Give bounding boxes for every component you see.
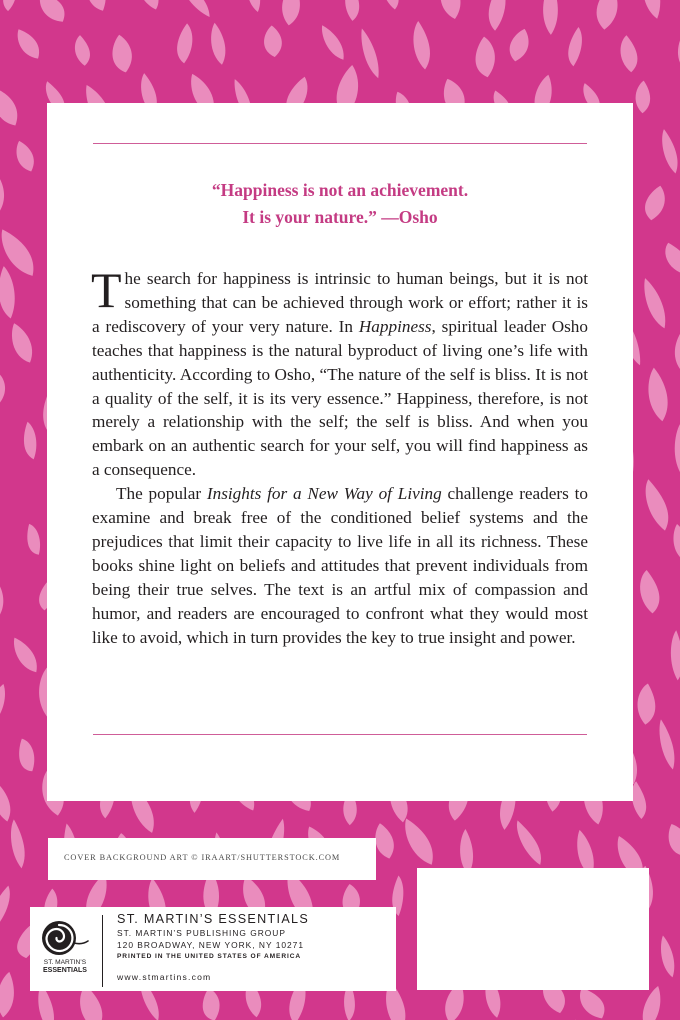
flame-shape-36 [173,23,196,64]
flame-shape-254 [635,683,658,726]
flame-shape-45 [620,35,639,73]
publisher-name: ST. MARTIN’S ESSENTIALS [117,912,310,926]
flame-shape-49 [0,85,24,130]
quote-line-1: “Happiness is not an achievement. [211,180,469,200]
flame-shape-225 [7,634,42,676]
p1-text-a: he search for happiness is intrinsic to human beings, but it is not something that can be achieved through work or effort; rather it is a rediscovery of your very nature. In [92,269,588,336]
flame-shape-78 [658,128,680,175]
flame-shape-222 [639,569,660,613]
bottom-rule [93,734,587,735]
publisher-url[interactable]: www.stmartins.com [117,972,212,982]
barcode-area [417,868,649,990]
flame-shape-302 [661,821,680,860]
flame-shape-341 [196,986,226,1020]
flame-shape-62 [635,80,651,113]
flame-shape-145 [0,373,6,409]
flame-shape-113 [0,265,22,320]
flame-shape-38 [261,24,284,58]
flame-shape-28 [541,0,559,35]
flame-shape-158 [644,366,672,423]
flame-shape-289 [8,819,26,870]
flame-shape-129 [4,320,38,366]
flame-shape-337 [0,971,16,1018]
series-title: Insights for a New Way of Living [206,484,442,504]
pull-quote [47,177,633,231]
flame-shape-30 [635,0,668,21]
flame-shape-193 [18,523,49,557]
flame-shape-65 [11,138,39,174]
flame-shape-26 [435,0,466,21]
book-title: Happiness [358,316,432,336]
flame-shape-18 [34,0,69,27]
flame-shape-27 [486,0,508,31]
art-credit: COVER BACKGROUND ART © IRAART/SHUTTERSTOCK.COM [64,853,341,862]
flame-shape-37 [207,22,229,66]
description-paragraph-2 [92,482,588,649]
publisher-group: ST. MARTIN’S PUBLISHING GROUP [117,928,286,938]
flame-shape-29 [596,0,618,30]
printed-in-line: PRINTED IN THE UNITED STATES OF AMERICA [117,953,302,960]
description-panel [47,103,633,801]
flame-shape-297 [398,814,439,869]
top-rule [93,143,587,144]
p2-text-a: The popular [116,484,207,504]
book-description [91,262,588,650]
flame-shape-41 [411,20,432,71]
flame-shape-286 [632,781,647,819]
flame-shape-34 [74,34,91,66]
p2-text-b: challenge readers to examine and break free of the conditioned belief systems and the prejudices that limit their capacity to live life in all its richness. These books shine light on beliefs and attitudes that prevent individuals from being their true selves. The text is an artful mix of compassion and humor, and readers are encouraged to confront what they would most like to avoid, which in turn provides the key to true insight and power. [92,484,588,647]
flame-shape-273 [0,781,14,823]
flame-shape-206 [668,522,680,564]
flame-shape-270 [655,718,678,771]
flame-shape-20 [135,0,162,13]
description-paragraph-1 [91,262,588,482]
flame-shape-299 [513,817,545,869]
publisher-address: 120 BROADWAY, NEW YORK, NY 10271 [117,940,304,950]
flame-shape-238 [671,630,680,680]
flame-shape-305 [0,885,10,930]
quote-line-2: It is your nature.” —Osho [242,207,438,227]
flame-shape-43 [508,27,531,63]
flame-shape-110 [662,239,680,278]
publisher-divider [102,915,103,987]
art-credit-box [48,838,376,880]
flame-shape-23 [280,0,303,26]
drop-cap: T [91,262,122,318]
flame-shape-39 [316,22,349,63]
flame-shape-33 [12,25,45,63]
flame-shape-241 [0,682,7,728]
publisher-logo [34,919,96,983]
flame-shape-25 [381,0,400,11]
logo-text-line-1: ST. MARTIN’S [43,959,87,966]
flame-shape-44 [565,27,585,67]
publisher-box [30,907,396,991]
flame-shape-190 [642,477,672,533]
flame-shape-142 [674,323,680,373]
flame-shape-126 [636,276,672,331]
flame-shape-17 [2,0,18,11]
publisher-info [117,911,391,983]
flame-shape-21 [175,0,214,21]
flame-shape-22 [242,0,265,13]
flame-shape-40 [354,27,384,80]
flame-shape-94 [644,185,666,221]
spiral-logo-icon [40,919,90,959]
flame-shape-35 [107,33,137,75]
flame-shape-334 [655,934,679,978]
flame-shape-174 [672,424,680,478]
flame-shape-177 [0,485,3,521]
flame-shape-257 [9,737,43,774]
flame-shape-19 [76,0,115,14]
logo-text-line-2: ESSENTIALS [43,967,87,974]
p1-text-b: , spiritual leader Osho teaches that happiness is the natural byproduct of living one’s life with authenticity. According to Osho, “The nature of the self is bliss. It is not a quality of the self, it is its very essence.” Happiness, therefore, is not merely a relationship with the self; the self is bliss. And when you embark on an authentic search for your self, you will find happiness as a consequence. [92,316,588,480]
flame-shape-46 [674,31,680,72]
flame-shape-81 [0,175,4,218]
flame-shape-209 [0,583,4,623]
flame-shape-42 [469,35,501,79]
flame-shape-161 [16,421,44,461]
flame-shape-24 [344,0,362,21]
